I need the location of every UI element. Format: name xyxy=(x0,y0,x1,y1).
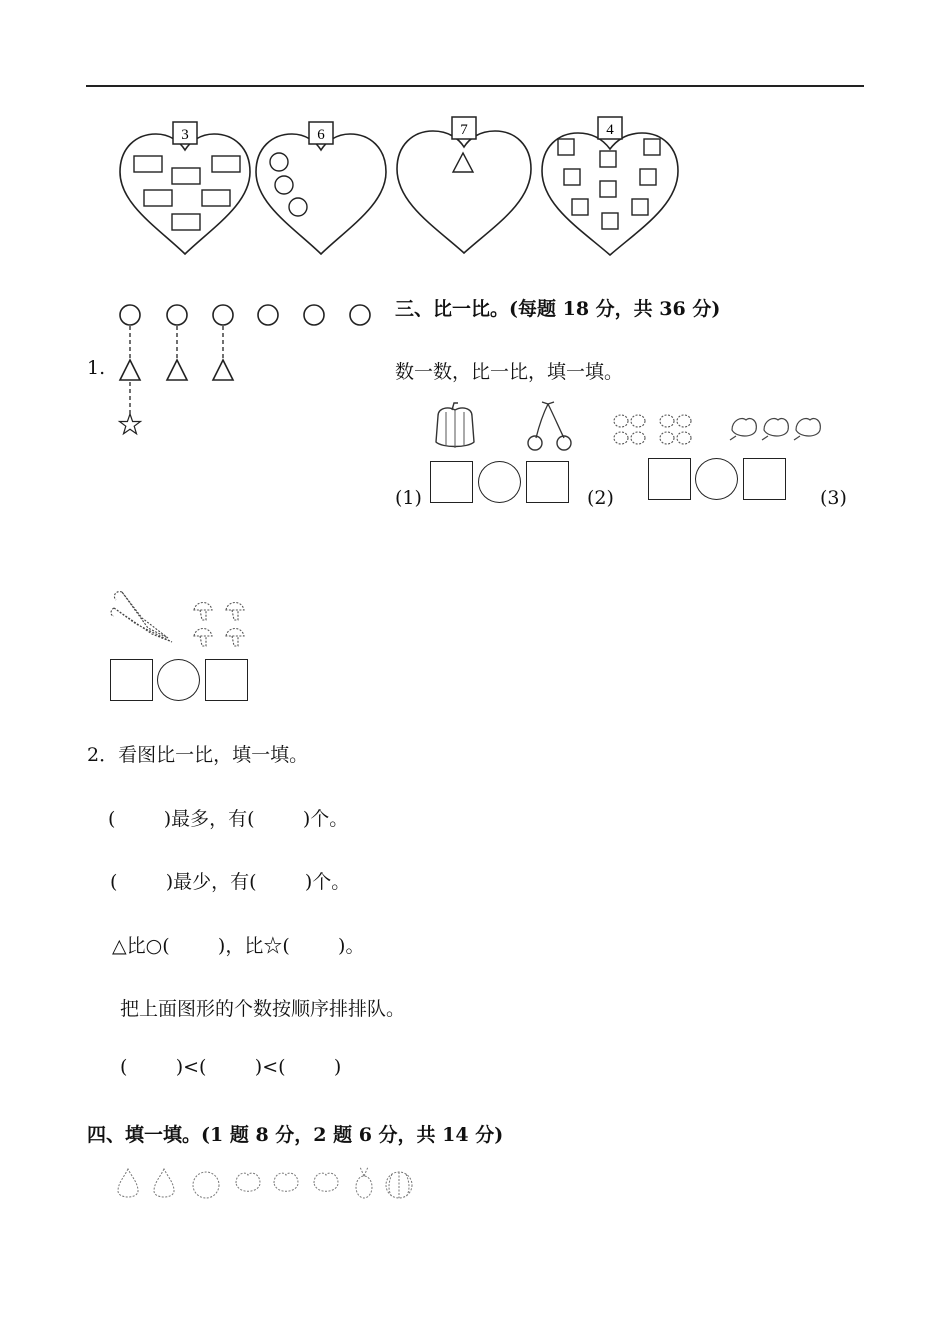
heart-1-label: 3 xyxy=(181,127,189,143)
answer-box-1a[interactable] xyxy=(430,461,473,503)
q1-circle xyxy=(304,305,324,325)
q2-line-order[interactable]: ( )<( )<( ) xyxy=(120,1056,342,1078)
mushrooms-icon xyxy=(190,598,252,650)
q2-line-most[interactable]: ( )最多，有( )个。 xyxy=(108,808,349,830)
q1-circle xyxy=(350,305,370,325)
q1-circle xyxy=(258,305,278,325)
heart-squares xyxy=(540,115,680,257)
label-1: (1) xyxy=(395,487,422,509)
strawberries-icon xyxy=(612,412,702,448)
heart-2-label: 6 xyxy=(317,127,325,143)
compare-circle-3[interactable] xyxy=(157,659,200,701)
carrots-icon xyxy=(108,588,178,646)
q1-shapes xyxy=(110,300,380,445)
heart-3-label: 7 xyxy=(460,122,468,138)
answer-box-3a[interactable] xyxy=(110,659,153,701)
apple-icon xyxy=(193,1172,219,1198)
pear-icon xyxy=(154,1169,174,1197)
peach-icon xyxy=(236,1173,260,1191)
pear-icon xyxy=(118,1169,138,1197)
peach-icon xyxy=(274,1173,298,1191)
q1-number: 1. xyxy=(87,357,106,379)
q1-star xyxy=(120,414,141,434)
answer-box-2a[interactable] xyxy=(648,458,691,500)
q1-circle xyxy=(120,305,140,325)
q2-title: 2．看图比一比，填一填。 xyxy=(87,744,309,766)
answer-box-3b[interactable] xyxy=(205,659,248,701)
q2-line-order-instruction: 把上面图形的个数按顺序排排队。 xyxy=(120,998,406,1020)
peaches-icon xyxy=(728,412,828,442)
heart-triangle xyxy=(395,115,533,255)
compare-circle-1[interactable] xyxy=(478,461,521,503)
pineapple-icon xyxy=(356,1176,372,1198)
label-2: (2) xyxy=(587,487,614,509)
label-3: (3) xyxy=(820,487,847,509)
heart-4-label: 4 xyxy=(606,122,614,138)
section3-instruction: 数一数，比一比，填一填。 xyxy=(395,361,624,383)
compare-circle-2[interactable] xyxy=(695,458,738,500)
q1-triangle xyxy=(120,360,140,380)
q1-circle xyxy=(213,305,233,325)
cherries-icon xyxy=(522,400,578,452)
heart-rectangles xyxy=(118,120,252,256)
q1-triangle xyxy=(167,360,187,380)
answer-box-1b[interactable] xyxy=(526,461,569,503)
q2-line-least[interactable]: ( )最少，有( )个。 xyxy=(110,871,351,893)
bell-pepper-icon xyxy=(430,402,480,450)
heart-circles xyxy=(254,120,388,256)
q1-triangle xyxy=(213,360,233,380)
fruits-row xyxy=(114,1163,420,1203)
section3-title: 三、比一比。(每题 18 分，共 36 分) xyxy=(395,298,721,320)
q1-circle xyxy=(167,305,187,325)
top-rule xyxy=(86,85,864,87)
section4-title: 四、填一填。(1 题 8 分，2 题 6 分，共 14 分) xyxy=(87,1124,504,1146)
q2-line-compare[interactable]: △比○( )，比☆( )。 xyxy=(112,935,365,957)
answer-box-2b[interactable] xyxy=(743,458,786,500)
peach-icon xyxy=(314,1173,338,1191)
